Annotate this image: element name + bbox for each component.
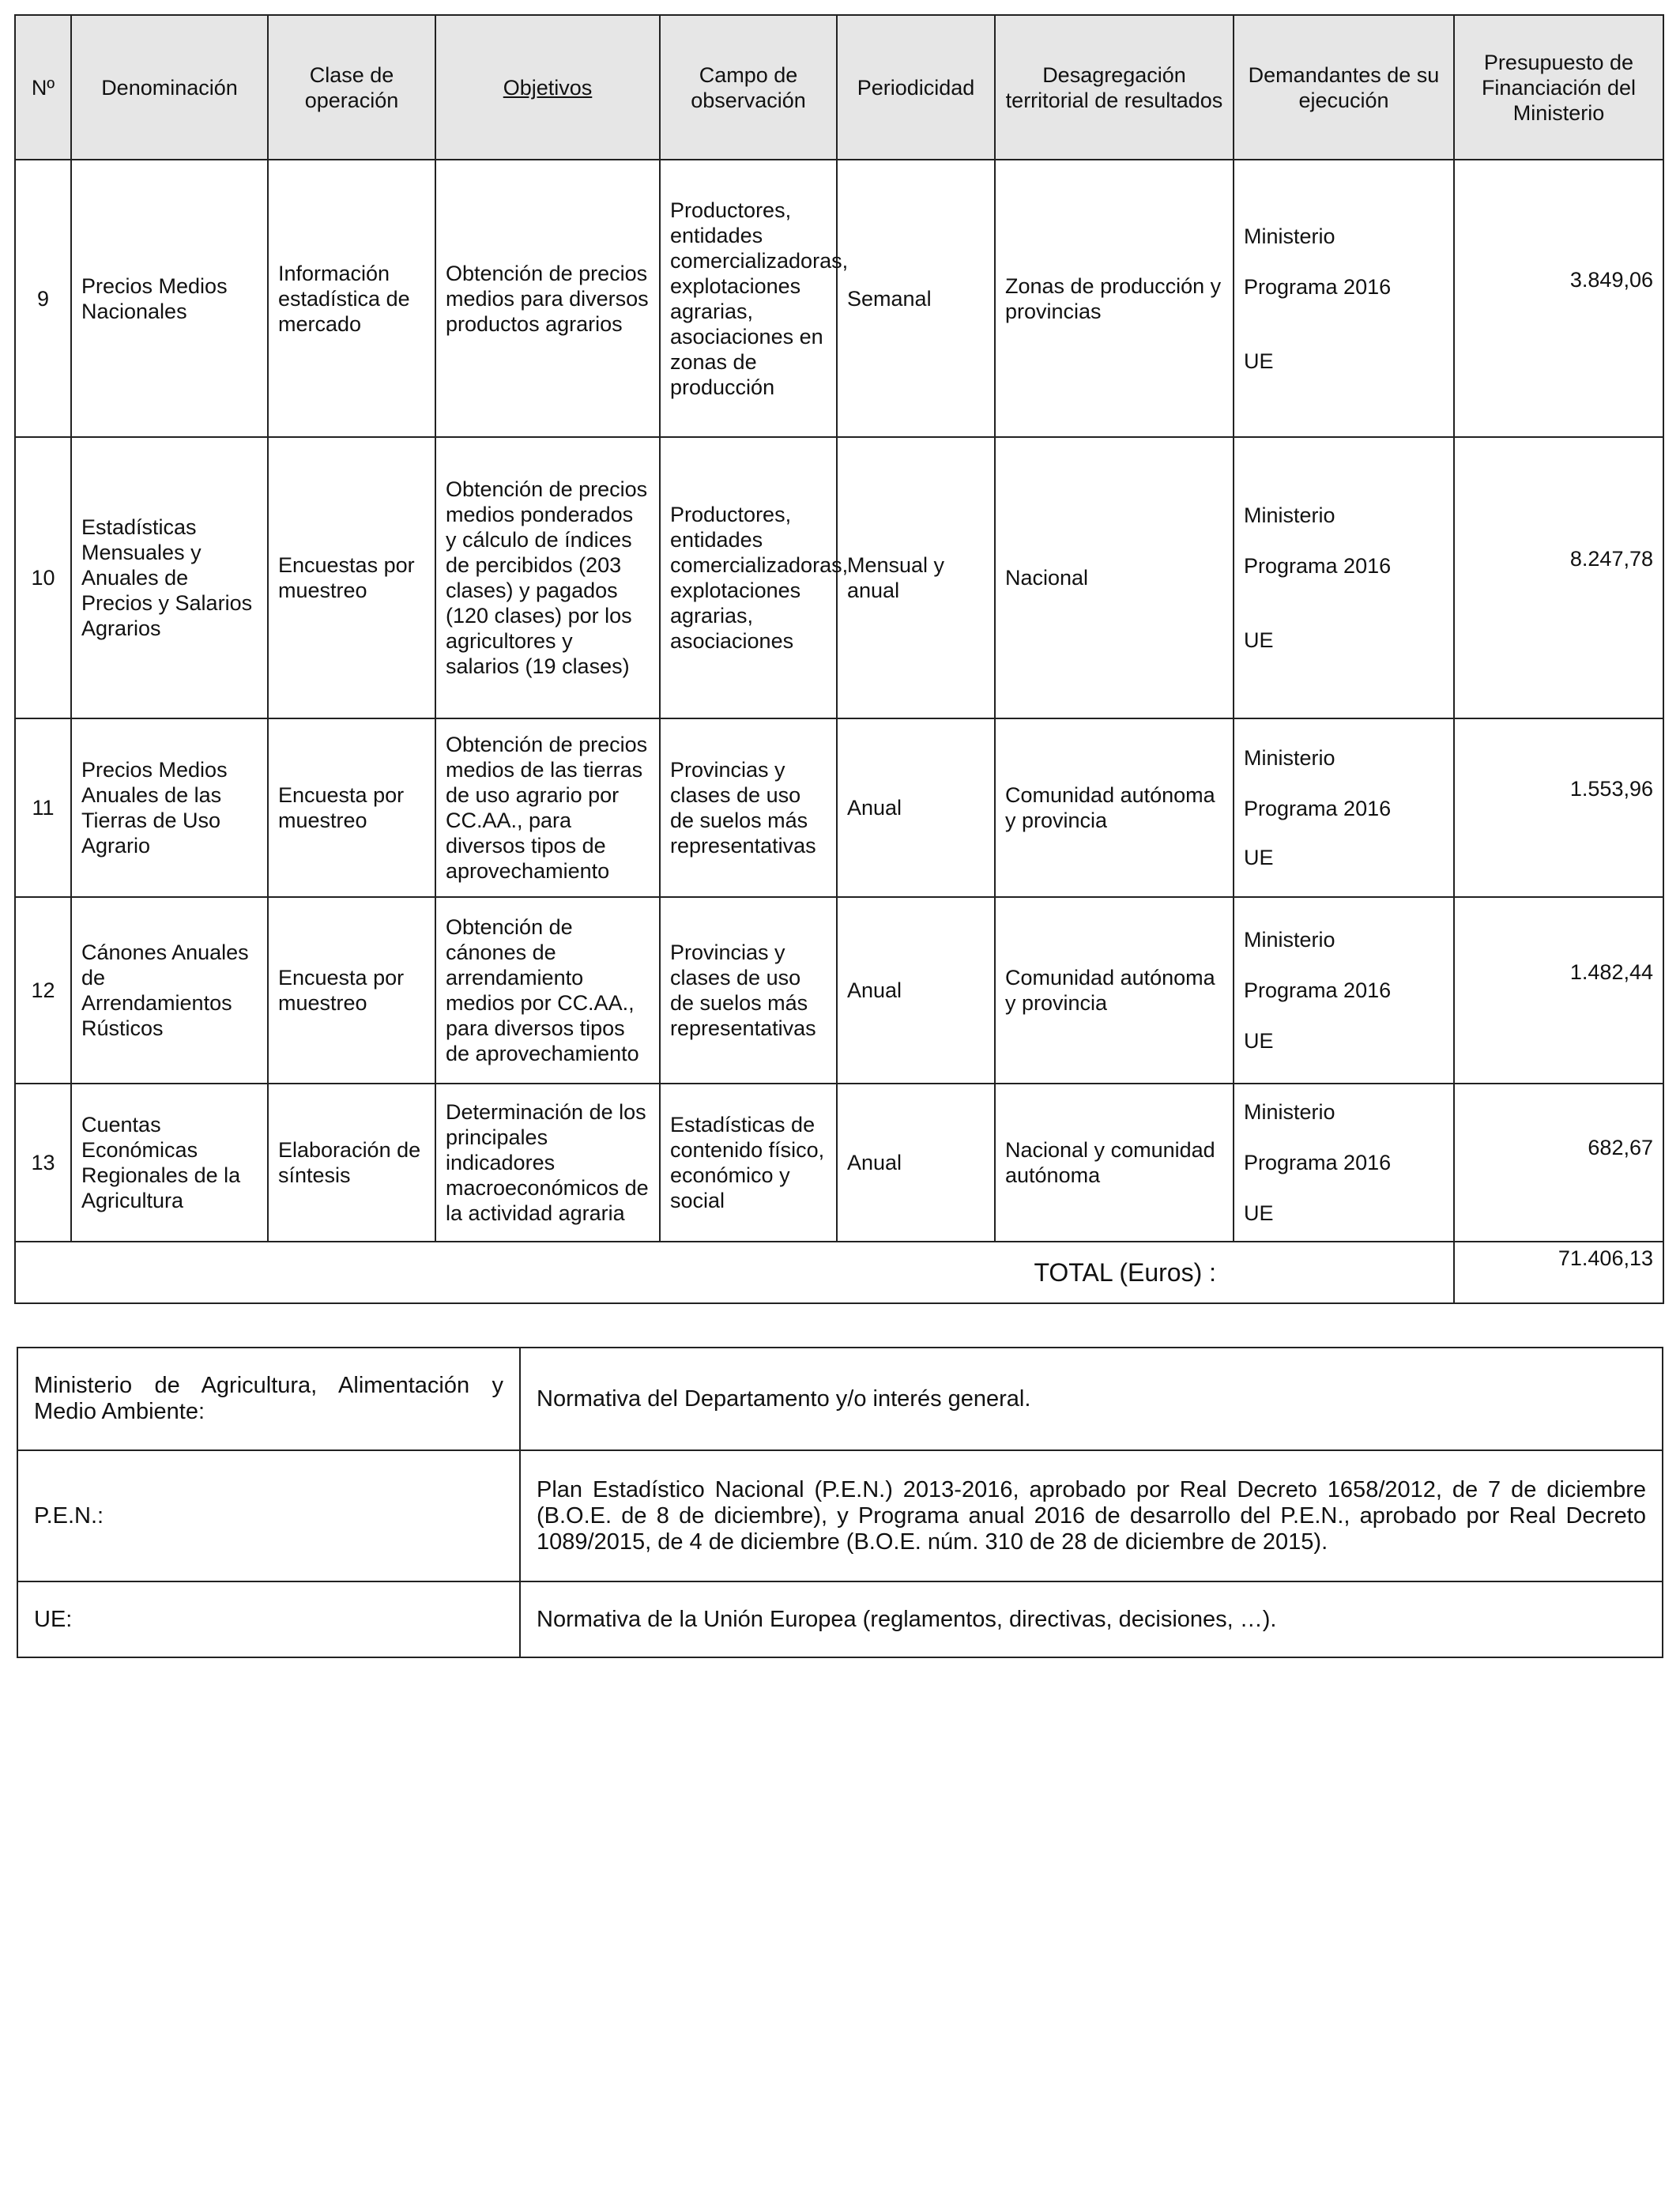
cell-periodicidad: Mensual y anual [837, 437, 995, 718]
cell-denominacion: Cánones Anuales de Arrendamientos Rústicos [71, 897, 268, 1084]
cell-denominacion: Precios Medios Nacionales [71, 160, 268, 437]
cell-presupuesto [1454, 718, 1663, 897]
header-periodicidad: Periodicidad [837, 15, 995, 160]
cell-desagregacion: Comunidad autónoma y provincia [995, 718, 1234, 897]
total-row [15, 1242, 1663, 1303]
cell-campo: Provincias y clases de uso de suelos más representativas [660, 718, 837, 897]
note-label: Ministerio de Agricultura, Alimentación y Medio Ambiente: [17, 1348, 520, 1450]
operations-table [14, 14, 1664, 1304]
demandante-ue: UE [1244, 1201, 1274, 1225]
cell-n: 12 [15, 897, 71, 1084]
table-header-row [15, 15, 1663, 160]
cell-periodicidad: Anual [837, 897, 995, 1084]
header-desagregacion: Desagregación territorial de resultados [995, 15, 1234, 160]
demandante-programa: Programa 2016 [1244, 274, 1392, 299]
notes-table [17, 1347, 1663, 1658]
demandante-programa: Programa 2016 [1244, 554, 1392, 578]
demandante-programa: Programa 2016 [1244, 978, 1392, 1002]
cell-periodicidad: Semanal [837, 160, 995, 437]
cell-objetivos: Obtención de precios medios de las tierras de uso agrario por CC.AA., para diversos tipos de aprovechamiento [435, 718, 660, 897]
cell-desagregacion: Nacional [995, 437, 1234, 718]
note-label: P.E.N.: [17, 1450, 520, 1581]
header-n: Nº [15, 15, 71, 160]
presupuesto-value: 1.482,44 [1569, 960, 1653, 984]
demandante-ministerio: Ministerio [1244, 746, 1335, 770]
cell-clase: Encuesta por muestreo [268, 718, 435, 897]
presupuesto-value: 682,67 [1588, 1136, 1653, 1159]
table-row [15, 718, 1663, 897]
cell-demandantes [1234, 437, 1454, 718]
cell-periodicidad: Anual [837, 1084, 995, 1242]
header-objetivos [435, 15, 660, 160]
cell-desagregacion: Nacional y comunidad autónoma [995, 1084, 1234, 1242]
note-row [17, 1348, 1663, 1450]
cell-presupuesto [1454, 160, 1663, 437]
demandante-ministerio: Ministerio [1244, 224, 1335, 248]
cell-objetivos: Obtención de precios medios ponderados y cálculo de índices de percibidos (203 clases) y pagados (120 clases) por los agricultores y salarios (19 clases) [435, 437, 660, 718]
note-text: Plan Estadístico Nacional (P.E.N.) 2013-2016, aprobado por Real Decreto 1658/2012, de 7 de diciembre (B.O.E. de 8 de diciembre), y Programa anual 2016 de desarrollo del P.E.N., aprobado por Real Decreto 1089/2015, de 4 de diciembre (B.O.E. núm. 310 de 28 de diciembre de 2015). [520, 1450, 1663, 1581]
table-row [15, 1084, 1663, 1242]
table-row [15, 437, 1663, 718]
total-label: TOTAL (Euros) : [15, 1242, 1454, 1303]
demandante-programa: Programa 2016 [1244, 797, 1392, 820]
cell-presupuesto [1454, 1084, 1663, 1242]
demandante-ue: UE [1244, 349, 1274, 373]
demandante-ue: UE [1244, 1029, 1274, 1053]
cell-campo: Productores, entidades comercializadoras, explotaciones agrarias, asociaciones en zonas de producción [660, 160, 837, 437]
presupuesto-value: 8.247,78 [1569, 547, 1653, 571]
cell-objetivos: Obtención de precios medios para diversos productos agrarios [435, 160, 660, 437]
cell-clase: Encuestas por muestreo [268, 437, 435, 718]
cell-demandantes [1234, 718, 1454, 897]
cell-campo: Estadísticas de contenido físico, económico y social [660, 1084, 837, 1242]
cell-denominacion: Precios Medios Anuales de las Tierras de Uso Agrario [71, 718, 268, 897]
cell-n: 13 [15, 1084, 71, 1242]
cell-n: 10 [15, 437, 71, 718]
header-clase: Clase de operación [268, 15, 435, 160]
demandante-ministerio: Ministerio [1244, 928, 1335, 952]
cell-objetivos: Determinación de los principales indicadores macroeconómicos de la actividad agraria [435, 1084, 660, 1242]
presupuesto-value: 3.849,06 [1569, 268, 1653, 292]
cell-desagregacion: Zonas de producción y provincias [995, 160, 1234, 437]
cell-periodicidad: Anual [837, 718, 995, 897]
demandante-programa: Programa 2016 [1244, 1151, 1392, 1174]
header-denominacion: Denominación [71, 15, 268, 160]
cell-demandantes [1234, 897, 1454, 1084]
demandante-ue: UE [1244, 846, 1274, 869]
cell-presupuesto [1454, 897, 1663, 1084]
header-campo: Campo de observación [660, 15, 837, 160]
presupuesto-value: 1.553,96 [1569, 777, 1653, 801]
note-text: Normativa del Departamento y/o interés general. [520, 1348, 1663, 1450]
table-row [15, 897, 1663, 1084]
cell-presupuesto [1454, 437, 1663, 718]
note-row [17, 1450, 1663, 1581]
demandante-ministerio: Ministerio [1244, 1100, 1335, 1124]
cell-campo: Productores, entidades comercializadoras, explotaciones agrarias, asociaciones [660, 437, 837, 718]
cell-n: 11 [15, 718, 71, 897]
cell-desagregacion: Comunidad autónoma y provincia [995, 897, 1234, 1084]
cell-demandantes [1234, 1084, 1454, 1242]
note-label: UE: [17, 1581, 520, 1657]
header-presupuesto: Presupuesto de Financiación del Ministerio [1454, 15, 1663, 160]
note-row [17, 1581, 1663, 1657]
header-objetivos-label: Objetivos [503, 75, 593, 100]
demandante-ue: UE [1244, 628, 1274, 652]
cell-campo: Provincias y clases de uso de suelos más representativas [660, 897, 837, 1084]
cell-clase: Información estadística de mercado [268, 160, 435, 437]
cell-denominacion: Estadísticas Mensuales y Anuales de Precios y Salarios Agrarios [71, 437, 268, 718]
table-row [15, 160, 1663, 437]
cell-n: 9 [15, 160, 71, 437]
total-value: 71.406,13 [1454, 1242, 1663, 1303]
cell-objetivos: Obtención de cánones de arrendamiento medios por CC.AA., para diversos tipos de aprovechamiento [435, 897, 660, 1084]
cell-clase: Elaboración de síntesis [268, 1084, 435, 1242]
cell-denominacion: Cuentas Económicas Regionales de la Agricultura [71, 1084, 268, 1242]
note-text: Normativa de la Unión Europea (reglamentos, directivas, decisiones, …). [520, 1581, 1663, 1657]
demandante-ministerio: Ministerio [1244, 503, 1335, 527]
cell-demandantes [1234, 160, 1454, 437]
header-demandantes: Demandantes de su ejecución [1234, 15, 1454, 160]
cell-clase: Encuesta por muestreo [268, 897, 435, 1084]
